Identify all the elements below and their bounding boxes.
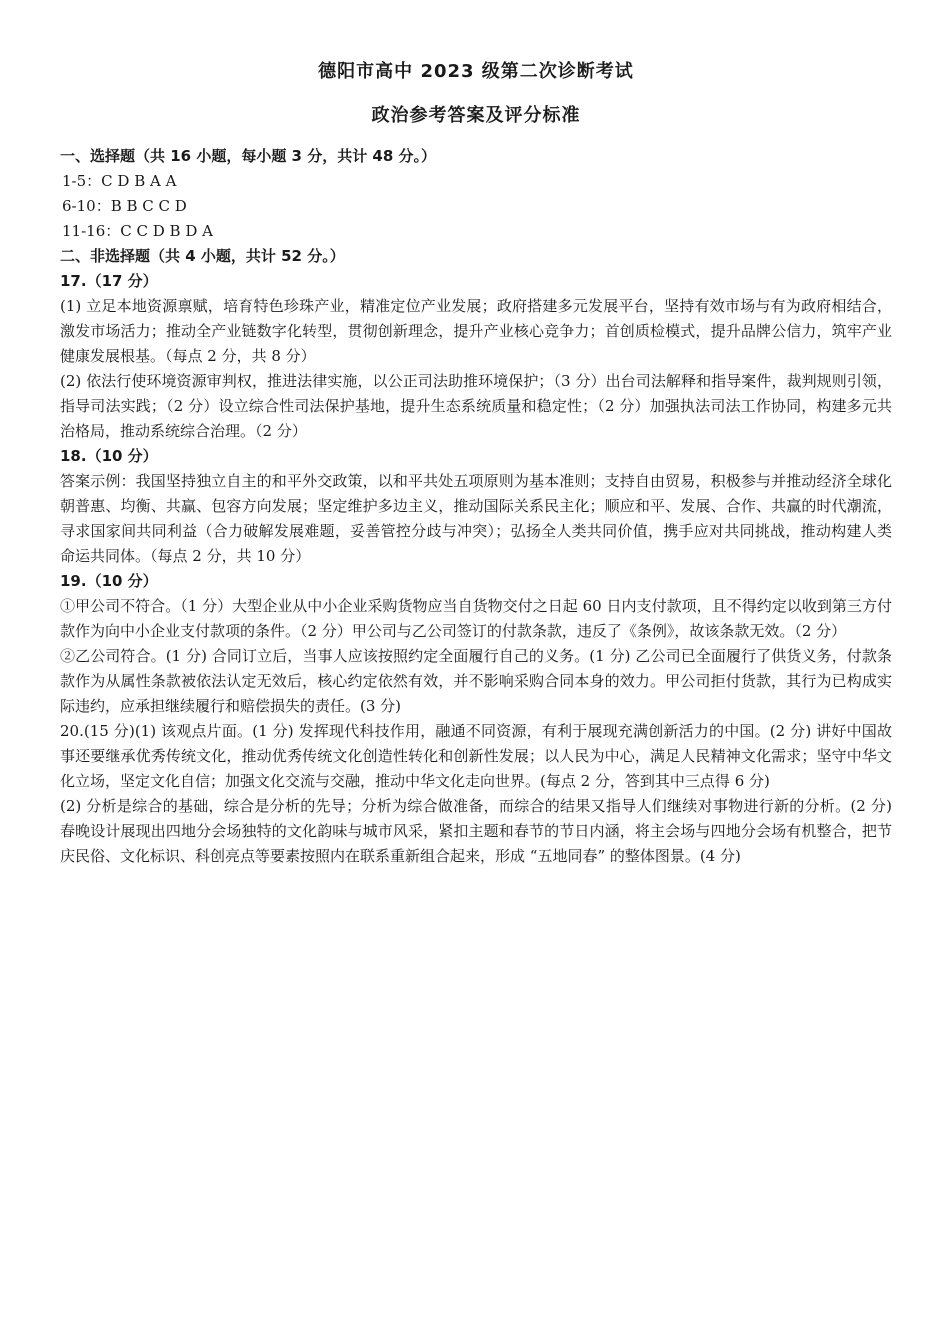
q18-heading: 18.（10 分） bbox=[60, 447, 158, 465]
mc-answers-1-5: 1-5：C D B A A bbox=[62, 172, 177, 190]
page-title: 德阳市高中 2023 级第二次诊断考试 bbox=[318, 61, 634, 82]
q19-part2: ②乙公司符合。(1 分) 合同订立后，当事人应该按照约定全面履行自己的义务。(1 分) 乙公司已全面履行了供货义务，付款条款作为从属性条款被依法认定无效后，核心约定依然有效，并不影响采购合同本身的效力。甲公司拒付货款，其行为已构成实际违约，应承担继续履行和赔偿损失的责任。(3 分) bbox=[60, 647, 892, 715]
page-subtitle: 政治参考答案及评分标准 bbox=[371, 105, 581, 126]
q19-part1: ①甲公司不符合。（1 分）大型企业从中小企业采购货物应当自货物交付之日起 60 日内支付款项，且不得约定以收到第三方付款作为向中小企业支付款项的条件。（2 分）甲公司与乙公司签订的付款条款，违反了《条例》，故该条款无效。（2 分） bbox=[60, 597, 892, 640]
mc-answers-11-16: 11-16：C C D B D A bbox=[62, 222, 213, 240]
q17-part1: (1) 立足本地资源禀赋，培育特色珍珠产业，精准定位产业发展；政府搭建多元发展平台，坚持有效市场与有为政府相结合，激发市场活力；推动全产业链数字化转型，贯彻创新理念，提升产业核心竞争力；首创质检模式，提升品牌公信力，筑牢产业健康发展根基。（每点 2 分，共 8 分） bbox=[60, 297, 892, 365]
section1-heading: 一、选择题（共 16 小题，每小题 3 分，共计 48 分。） bbox=[60, 147, 437, 165]
q18-answer: 答案示例：我国坚持独立自主的和平外交政策，以和平共处五项原则为基本准则；支持自由贸易，积极参与并推动经济全球化朝普惠、均衡、共赢、包容方向发展；坚定维护多边主义，推动国际关系民主化；顺应和平、发展、合作、共赢的时代潮流，寻求国家间共同利益（合力破解发展难题，妥善管控分歧与冲突）；弘扬全人类共同价值，携手应对共同挑战，推动构建人类命运共同体。（每点 2 分，共 10 分） bbox=[60, 472, 892, 565]
q19-heading: 19.（10 分） bbox=[60, 572, 158, 590]
q20-part1: 20.(15 分)(1) 该观点片面。(1 分) 发挥现代科技作用，融通不同资源，有利于展现充满创新活力的中国。(2 分) 讲好中国故事还要继承优秀传统文化，推动优秀传统文化创造性转化和创新性发展；以人民为中心，满足人民精神文化需求；坚守中华文化立场，坚定文化自信；加强文化交流与交融，推动中华文化走向世界。(每点 2 分，答到其中三点得 6 分) bbox=[60, 722, 892, 790]
section2-heading: 二、非选择题（共 4 小题，共计 52 分。） bbox=[60, 247, 345, 265]
mc-answers-6-10: 6-10：B B C C D bbox=[62, 197, 187, 215]
q17-heading: 17.（17 分） bbox=[60, 272, 158, 290]
answer-content bbox=[60, 144, 892, 869]
q17-part2: (2) 依法行使环境资源审判权，推进法律实施，以公正司法助推环境保护；（3 分）出台司法解释和指导案件，裁判规则引领，指导司法实践；（2 分）设立综合性司法保护基地，提升生态系统质量和稳定性；（2 分）加强执法司法工作协同，构建多元共治格局，推动系统综合治理。（2 分） bbox=[60, 372, 892, 440]
q20-part2: (2) 分析是综合的基础，综合是分析的先导；分析为综合做准备，而综合的结果又指导人们继续对事物进行新的分析。(2 分) 春晚设计展现出四地分会场独特的文化韵味与城市风采，紧扣主题和春节的节日内涵，将主会场与四地分会场有机整合，把节庆民俗、文化标识、科创亮点等要素按照内在联系重新组合起来，形成 “五地同春” 的整体图景。(4 分) bbox=[60, 797, 892, 865]
